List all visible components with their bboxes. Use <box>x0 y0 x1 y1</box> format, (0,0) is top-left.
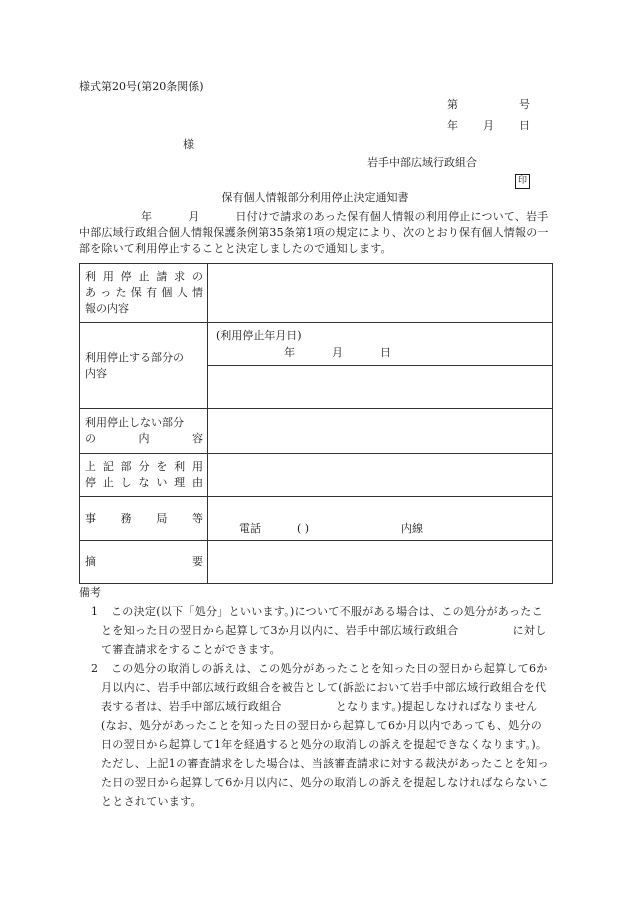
table-row-suspend-part <box>80 323 553 366</box>
document-title: 保有個人情報部分利用停止決定通知書 <box>221 191 409 204</box>
label-line: 利用停止しない部分 <box>85 416 184 429</box>
addressee-suffix: 様 <box>183 138 194 151</box>
table-row-reason <box>80 454 553 497</box>
value-summary <box>208 541 553 584</box>
intro-paragraph <box>79 209 553 257</box>
table-row-summary <box>80 541 553 584</box>
suspend-date-cell <box>208 323 553 366</box>
form-number: 様式第20号(第20条関係) <box>79 80 204 93</box>
label-line: 内容 <box>85 366 107 380</box>
label-line: 利用停止する部分の <box>85 350 184 364</box>
label-line: の 内 容 <box>85 432 203 445</box>
phone-label: 電話 <box>239 522 261 535</box>
issuer-name: 岩手中部広域行政組合 <box>367 156 477 169</box>
notice-table <box>79 263 553 584</box>
suspend-year: 年 <box>284 346 295 359</box>
number-prefix: 第 <box>447 98 458 111</box>
remark-text: この決定(以下「処分」といいます。)について不服がある場合は、この処分があったことを知った日の翌日から起算して3か月以内に、岩手中部広域行政組合 に対して審査請求をすることができます。 <box>101 605 547 656</box>
number-suffix: 号 <box>519 98 530 111</box>
intro-month: 月 <box>188 210 200 223</box>
value-not-suspended <box>208 409 553 454</box>
label-line: 停止しない理由 <box>85 476 203 489</box>
seal-mark: 印 <box>515 174 530 189</box>
value-suspend-part <box>208 366 553 409</box>
label-not-suspended <box>80 409 208 454</box>
label-line: 摘要 <box>85 555 203 568</box>
issue-month: 月 <box>483 119 494 132</box>
remark-text: この処分の取消しの訴えは、この処分があったことを知った日の翌日から起算して6か月以内に、岩手中部広域行政組合を被告として(訴訟において岩手中部広域行政組合を代表する者は、岩手中部広域行政組合 となります。)提起しなければなりません(なお、処分があったことを知った日の翌日から起算して6か月以内であっても、処分の日の翌日から起算して1年を経過すると処分の取消しの訴えを提起できなくなります。)。ただし、上記1の審査請求をした場合は、当該審査請求に対する裁決があったことを知った日の翌日から起算して6か月以内に、処分の取消しの訴えを提起しなければならないこととされています。 <box>101 662 549 808</box>
extension-label: 内線 <box>401 522 423 535</box>
label-line: あった保有個人情 <box>85 286 203 299</box>
table-row-office <box>80 497 553 541</box>
label-request-content <box>80 264 208 323</box>
remark-item <box>79 602 553 659</box>
label-line: 事務局等 <box>85 511 203 525</box>
suspend-month: 月 <box>332 346 343 359</box>
suspend-date-caption: (利用停止年月日) <box>216 329 302 342</box>
issue-day: 日 <box>519 119 530 132</box>
remark-number: 2 <box>91 662 99 675</box>
label-line: 上記部分を利用 <box>85 460 203 473</box>
label-line: 利用停止請求の <box>85 270 203 283</box>
label-line: 報の内容 <box>85 302 129 315</box>
office-contact-cell <box>208 497 553 541</box>
table-row-request-content <box>80 264 553 323</box>
label-office <box>80 497 208 541</box>
value-request-content <box>208 264 553 323</box>
remarks-title: 備考 <box>79 586 101 599</box>
intro-text: 日付けで請求のあった保有個人情報の利用停止について、岩手中部広域行政組合個人情報保護条例第35条第1項の規定により、次のとおり保有個人情報の一部を除いて利用停止することと決定しましたので通知します。 <box>79 210 549 255</box>
table-row-not-suspended <box>80 409 553 454</box>
intro-year: 年 <box>141 210 153 223</box>
value-reason <box>208 454 553 497</box>
remark-number: 1 <box>91 605 99 618</box>
label-suspend-part <box>80 323 208 409</box>
suspend-day: 日 <box>380 346 391 359</box>
label-summary <box>80 541 208 584</box>
label-reason <box>80 454 208 497</box>
phone-area-code: ( ) <box>297 522 310 535</box>
issue-year: 年 <box>447 119 458 132</box>
remark-item <box>79 659 553 811</box>
